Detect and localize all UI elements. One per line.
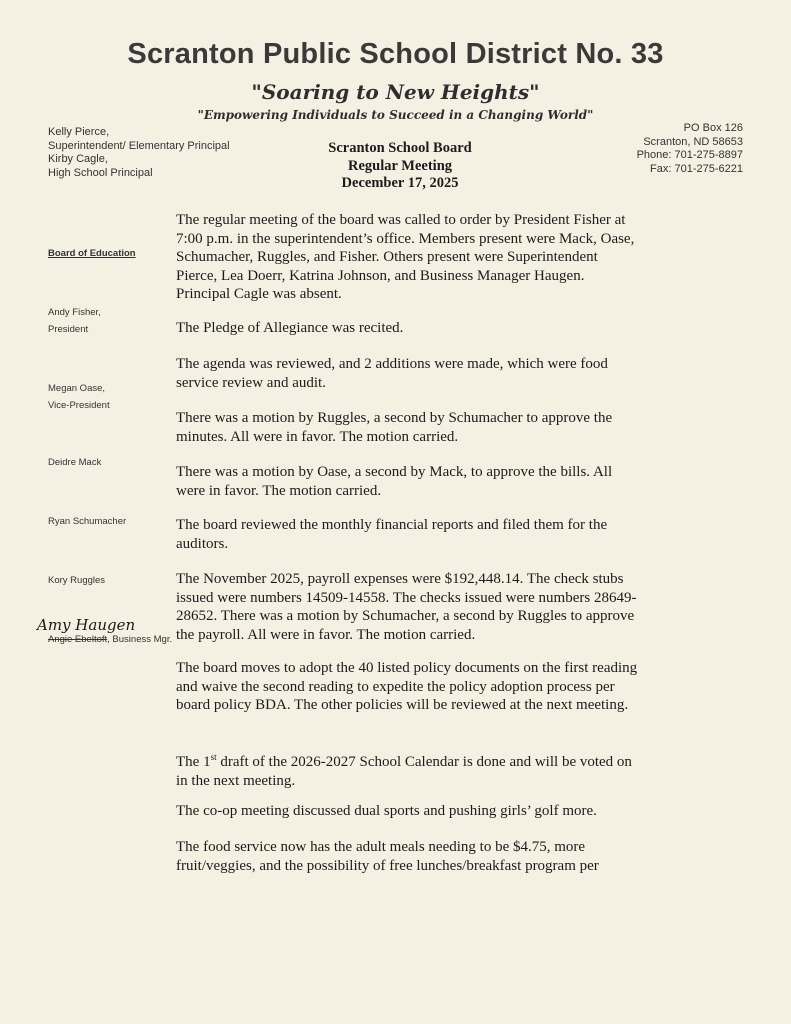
minutes-paragraph: The regular meeting of the board was called to order by President Fisher at 7:00 p.m. in the superintendent’s office. Members present were Mack, Oase, Schumacher, Ruggles, and Fisher. Others present were Superintendent Pierce, Lea Doerr, Katrina Johnson, and Business Manager Haugen. Principal Cagle was absent. [176, 212, 635, 302]
member-role: President [48, 324, 89, 335]
member-name: Kory Ruggles [48, 575, 106, 586]
phone-line: Phone: 701-275-8897 [636, 149, 743, 161]
contact-line: Kelly Pierce, [48, 126, 110, 138]
handwritten-signature: Amy Haugen [37, 616, 136, 634]
minutes-paragraph: The Pledge of Allegiance was recited. [176, 320, 404, 336]
board-member [48, 454, 101, 471]
member-name: Ryan Schumacher [48, 516, 127, 527]
minutes-paragraph: The board moves to adopt the 40 listed policy documents on the first reading and waive the second reading to expedite the policy adoption process per board policy BDA. The other policies will be reviewed at the next meeting. [176, 660, 638, 713]
tagline: "Empowering Individuals to Succeed in a Changing World" [197, 108, 594, 122]
address-line: Scranton, ND 58653 [643, 135, 743, 148]
board-of-education-heading: Board of Education [48, 248, 136, 259]
minutes-paragraph: The agenda was reviewed, and 2 additions were made, which were food service review and audit. [176, 356, 608, 391]
paragraph-text: draft of the 2026-2027 School Calendar is done and will be voted on in the next meeting. [176, 754, 632, 789]
member-name: Deidre Mack [48, 457, 102, 468]
board-name: Scranton School Board [328, 140, 472, 156]
administration-contacts [48, 126, 230, 180]
struck-name: Angie Ebeltoft [48, 634, 108, 645]
board-member [48, 380, 110, 414]
letterhead-title: Scranton Public School District No. 33 [127, 38, 664, 70]
contact-line: Kirby Cagle, [48, 153, 108, 165]
board-member [48, 572, 105, 589]
paragraph-text: The 1 [176, 754, 211, 770]
board-member [48, 304, 101, 338]
contact-line: High School Principal [48, 166, 153, 179]
member-name: Andy Fisher, [48, 307, 101, 318]
minutes-paragraph: The food service now has the adult meals needing to be $4.75, more fruit/veggies, and the possibility of free lunches/breakfast program per [176, 839, 599, 874]
member-name: Megan Oase, [48, 383, 106, 394]
minutes-paragraph: The board reviewed the monthly financial reports and filed them for the auditors. [176, 517, 608, 552]
contact-line: Superintendent/ Elementary Principal [48, 139, 230, 152]
minutes-paragraph: There was a motion by Ruggles, a second by Schumacher to approve the minutes. All were in favor. The motion carried. [176, 410, 613, 445]
minutes-paragraph: The November 2025, payroll expenses were $192,448.14. The check stubs issued were numbers 14509-14558. The checks issued were numbers 28649-28652. There was a motion by Schumacher, a second by Ruggles to approve the payroll. All were in favor. The motion carried. [176, 571, 637, 643]
meeting-date: December 17, 2025 [341, 175, 459, 191]
minutes-paragraph [176, 748, 638, 790]
ordinal-suffix: st [210, 752, 217, 762]
business-manager [48, 634, 172, 645]
address-line: PO Box 126 [683, 122, 743, 134]
meeting-heading [290, 140, 510, 193]
member-role: Vice-President [48, 400, 110, 411]
business-manager-title: , Business Mgr. [107, 634, 173, 645]
fax-line: Fax: 701-275-6221 [650, 162, 743, 175]
minutes-paragraph: The co-op meeting discussed dual sports and pushing girls’ golf more. [176, 803, 597, 819]
board-member [48, 513, 126, 530]
meeting-type: Regular Meeting [347, 157, 453, 174]
district-address [637, 122, 743, 176]
motto: "Soaring to New Heights" [251, 80, 540, 104]
minutes-paragraph: There was a motion by Oase, a second by Mack, to approve the bills. All were in favor. The motion carried. [176, 464, 613, 499]
